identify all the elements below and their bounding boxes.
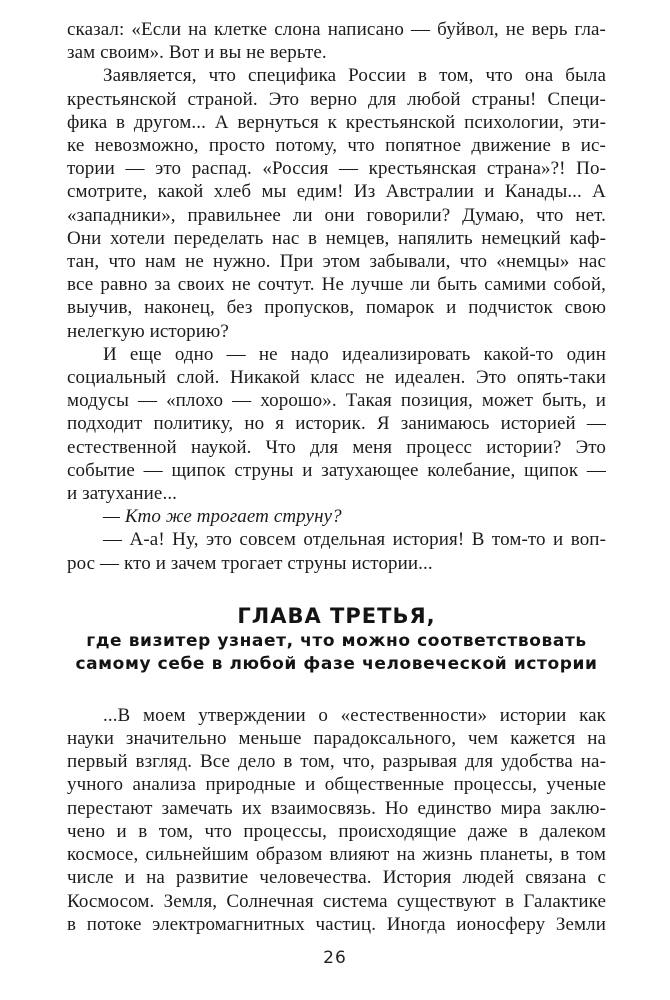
text-line: Заявляется, что специфика России в том, что она была [103,65,606,87]
paragraph [67,64,606,342]
text-line: в потоке электромагнитных частиц. Иногда ионосферу Земли [67,913,606,935]
text-line: модусы — «плохо — хорошо». Такая позиция, может быть, и [67,390,606,412]
text-line: смотрите, какой хлеб мы едим! Из Австралии и Канады... А [67,181,606,203]
text-line: науки значительно меньше парадоксального, чем кажется на [67,728,606,750]
text-block [67,18,606,936]
chapter-subtitle-line: где визитер узнает, что можно соответствовать [86,630,587,651]
chapter-subtitle-line: самому себе в любой фазе человеческой истории [75,654,598,675]
paragraph [67,704,606,936]
chapter-heading [67,602,606,677]
page-number: 26 [323,948,347,968]
text-line: нелегкую историю? [67,320,229,342]
paragraphs-before-heading [67,18,606,575]
chapter-title: ГЛАВА ТРЕТЬЯ, [237,603,436,628]
text-line: — А-а! Ну, это совсем отдельная история! В том-то и воп- [103,529,606,551]
text-line: естественной наукой. Что для меня процесс истории? Это [67,436,606,458]
text-line: подходит политику, но я историк. Я занимаюсь историей — [67,413,606,435]
text-line: космосе, сильнейшим образом влияют на жизнь планеты, в том [67,844,606,866]
text-line: тории — это распад. «Россия — крестьянская страна»?! По- [67,158,606,180]
text-line: «западники», правильнее ли они говорили? Думаю, что нет. [67,204,606,226]
text-line: Они хотели переделать нас в немцев, напялить немецкий каф- [67,227,606,249]
text-line: числе и на развитие человечества. История людей связана с [67,867,606,889]
text-line: Космосом. Земля, Солнечная система существуют в Галактике [67,890,606,912]
text-line: все равно за своих не сочтут. Не лучше ли быть самими собой, [67,274,606,296]
text-line: рос — кто и зачем трогает струны истории... [67,552,433,574]
text-line: социальный слой. Никакой класс не идеален. Это опять-таки [67,367,606,389]
text-line: чено и в том, что процессы, происходящие даже в далеком [67,820,606,842]
text-line: фика в другом... А вернуться к крестьянской психологии, эти- [67,111,606,133]
paragraphs-after-heading [67,704,606,936]
paragraph [67,18,606,64]
text-line: зам своим». Вот и вы не верьте. [67,42,327,64]
paragraph [67,505,606,528]
paragraph [67,528,606,574]
text-line: — Кто же трогает струну? [103,506,342,528]
text-line: учного анализа природные и общественные процессы, ученые [67,774,606,796]
text-line: тан, что нам не нужно. При этом забывали, что «немцы» нас [67,251,606,273]
text-line: выучив, наконец, без пропусков, помарок и подчисток свою [67,297,606,319]
text-line: ...В моем утверждении о «естественности» истории как [103,704,606,726]
text-line: сказал: «Если на клетке слона написано — буйвол, не верь гла- [67,19,606,40]
text-line: ке невозможно, просто потому, что попятное движение в ис- [67,135,606,157]
text-line: перестают замечать их взаимосвязь. Но единство мира заклю- [67,797,606,819]
text-line: первый взгляд. Все дело в том, что, разрывая для удобства на- [67,751,606,773]
text-line: событие — щипок струны и затухающее колебание, щипок — [67,459,606,481]
paragraph [67,343,606,505]
text-line: и затухание... [67,483,178,505]
text-line: И еще одно — не надо идеализировать какой-то один [103,343,606,365]
text-line: крестьянской страной. Это верно для любой страны! Специ- [67,88,606,110]
